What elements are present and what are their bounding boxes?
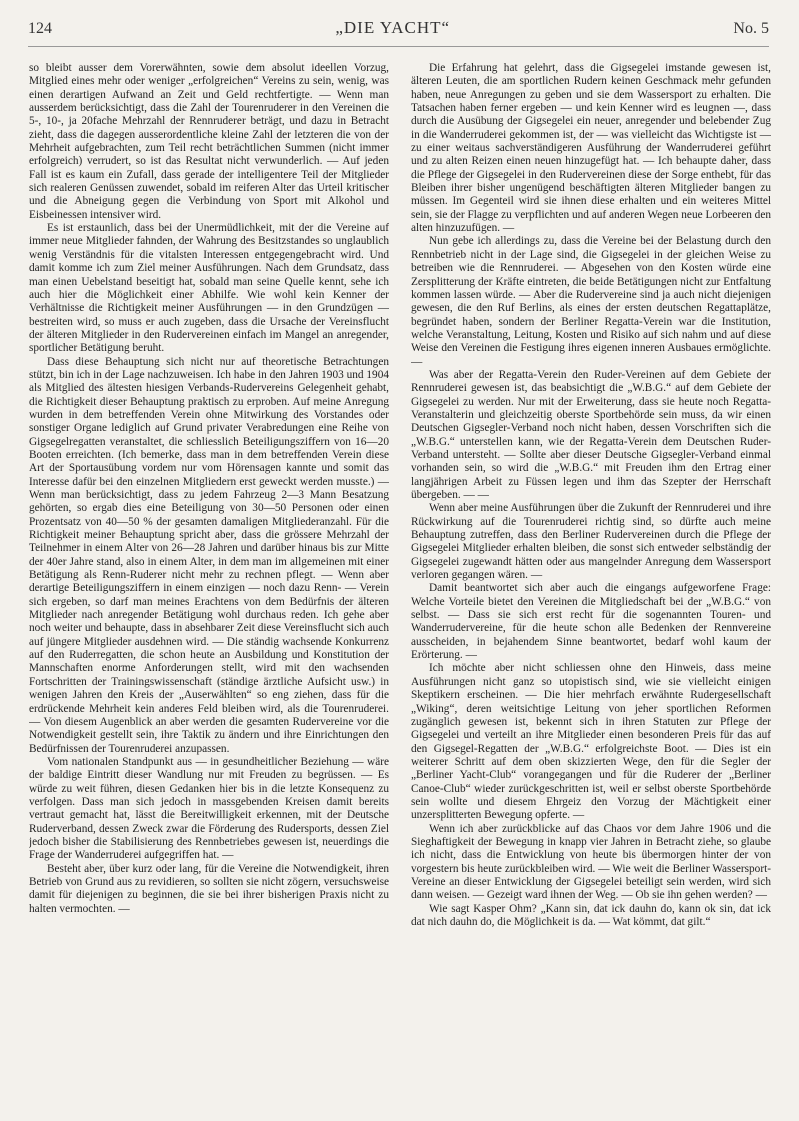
paragraph: Besteht aber, über kurz oder lang, für die Vereine die Notwendigkeit, ihren Betrieb von Grund aus zu revidieren, so sollten sie nicht zögern, versuchsweise damit für diejenigen zu beginnen, die sie bei ihrer bisherigen Praxis nicht zu halten vermochten. — (29, 862, 389, 915)
journal-title: „DIE YACHT“ (335, 18, 451, 37)
paragraph: Dass diese Behauptung sich nicht nur auf theoretische Betrachtungen stützt, bin ich in der Lage nachzuweisen. Ich habe in den Jahren 1903 und 1904 als Mitglied des ältesten hiesigen Verbands-Rudervereins Gelegenheit gehabt, die Richtigkeit dieser Behauptung praktisch zu erproben. Auf meine Anregung wurden in dem betreffenden Verein ohne Mitwirkung des Vorstandes oder sonstiger Organe lediglich auf Grund privater Verabredungen eine Reihe von Gigsegelregatten veranstaltet, die schliesslich Beteiligungsziffern von 16—20 Booten erreichten. (Ich bemerke, dass man in dem betreffenden Verein diese Art der Sportausübung vordem nur vom Hörensagen kannte und somit das Interesse dafür bei den einzelnen Mitgliedern erst geweckt werden musste.) — Wenn man berücksichtigt, dass zu jedem Fahrzeug 2—3 Mann Besatzung gehörten, so ergab dies eine Beteiligung von 30—50 Personen oder einen Prozentsatz von 40—50 % der gesamten damaligen Mitgliederanzahl. Für die Richtigkeit meiner Behauptung spricht aber, dass die grössere Mehrzahl der Teilnehmer in einem Alter von 26—28 Jahren und darüber hinaus bis zur Mitte der 40er Jahre stand, also in einem Alter, in dem man im allgemeinen mit einer Betätigung als Renn-Ruderer nicht mehr zu rechnen pflegt. — Wenn aber derartige Beteiligungsziffern in einem einzigen — noch dazu Renn- — Verein sich ergeben, so darf man meines Erachtens von dem Bedürfnis der älteren Mitglieder nach anregender Betätigung wohl durchaus reden. Ich gehe aber noch weiter und behaupte, dass in absehbarer Zeit diese Vereinsflucht sich auch auf jüngere Mitglieder ausdehnen wird. — Die ständig wachsende Konkurrenz auf den Ruderregatten, die schon heute an Ausbildung und Konstitution der Mannschaften enorme Anforderungen stellt, wird mit den wachsenden Fortschritten der Trainingswissenschaft (ständige ärztliche Aufsicht usw.) in wenigen Jahren den Kreis der „Auserwählten“ so eng ziehen, dass für die erdrückende Mehrheit kein anderes Feld bleiben wird, als die Tourenruderei. — Von diesem Augenblick an aber werden die gesamten Rudervereine vor die Notwendigkeit gestellt sein, ihre Taktik zu ändern und ihre Einrichtungen den Bedürfnissen der Tourenruderei anzupassen. (29, 355, 389, 755)
paragraph: Wenn aber meine Ausführungen über die Zukunft der Rennruderei und ihre Rückwirkung auf die Tourenruderei richtig sind, so dürfte auch meine Behauptung zutreffen, dass den Berliner Rudervereinen durch die Pflege der Gigsegelei Mitglieder erhalten bleiben, die sonst sich entweder selbständig der Gigsegelei zugewandt hätten oder aus mangelnder Anregung dem Wassersport verloren gegangen wären. — (411, 502, 771, 582)
paragraph: Ich möchte aber nicht schliessen ohne den Hinweis, dass meine Ausführungen nicht ganz so utopistisch sind, wie sie vielleicht einigen Skeptikern erscheinen. — Die hier mehrfach erwähnte Rudergesellschaft „Wiking“, deren weitsichtige Leitung von jeher sportlichen Reformen zugänglich gewesen ist, bekennt sich in ihren Statuten zur Pflege der Gigsegelei und verteilt an ihre Mitglieder einen besonderen Preis für das auf den Gigsegel-Regatten der „W.B.G.“ erfolgreichste Boot. — Dies ist ein weiterer Schritt auf dem oben skizzierten Wege, den für die Segler der „Berliner Yacht-Club“ vorangegangen und für die Ruderer der „Berliner Canoe-Club“ wieder zurückgeschritten ist, weil er selbst oberste Sportbehörde sein wollte und diesem Ehrgeiz den Vorzug der Mächtigkeit einer unzersplitterten Bewegung opferte. — (411, 662, 771, 822)
left-column (29, 62, 389, 1102)
page-number: 124 (28, 20, 52, 37)
paragraph: Wenn ich aber zurückblicke auf das Chaos vor dem Jahre 1906 und die Sieghaftigkeit der Bewegung in knapp vier Jahren in Betracht ziehe, so glaube ich nicht, dass die Entwicklung von heute bis übermorgen hinter der von vorgestern bis heute zurückbleiben wird. — Wie weit die Berliner Wassersport-Vereine an dieser Entwicklung der Gigsegelei beteiligt sein werden, wird sich dann weisen. — Gezeigt ward ihnen der Weg. — Ob sie ihn gehen werden? — (411, 822, 771, 902)
header-rule (28, 46, 769, 47)
right-column (411, 62, 771, 1102)
paragraph: Die Erfahrung hat gelehrt, dass die Gigsegelei imstande gewesen ist, älteren Leuten, die am sportlichen Rudern keinen Geschmack mehr gefunden haben, neue Anregungen zu geben und sie dem Wassersport zu erhalten. Die Tatsachen haben ferner ergeben — und kein Kenner wird es leugnen —, dass durch die Ausübung der Gigsegelei ein neuer, anregender und belebender Zug in die Wanderruderei gekommen ist, der — was vielleicht das Wichtigste ist — zu einer weitaus sachverständigeren Ausführung der Wanderruderei geführt und zu alten Reizen einen neuen hinzugefügt hat. — Ich behaupte daher, dass die Pflege der Gigsegelei in den Rudervereinen diese der Sorge enthebt, für das Bleiben ihrer bisher ungenügend beschäftigten älteren Mitglieder bangen zu müssen. Im Gegenteil wird sie ihnen diese erhalten und ein weiteres Mittel sein, sie der Flagge zu verpflichten und auf anderen Wegen neue Lorbeeren den alten hinzuzufügen. — (411, 62, 771, 235)
page-header (28, 18, 769, 42)
paragraph: Es ist erstaunlich, dass bei der Unermüdlichkeit, mit der die Vereine auf immer neue Mitglieder fahnden, der Wahrung des Besitzstandes so unglaublich wenig Verständnis für die vitalsten Interessen entgegengebracht wird. Und damit komme ich zum Ziel meiner Ausführungen. Nach dem Grundsatz, dass man einen Uebelstand beseitigt hat, sobald man seine Quelle kennt, sehe ich auch hier die Möglichkeit einer Abhilfe. Wie wohl kein Kenner der Verhältnisse die Richtigkeit meiner Ausführungen — in den Grundzügen — bestreiten wird, so muss er auch zugeben, dass die Ursache der Vereinsflucht der älteren Mitglieder in den Rudervereinen einfach im Mangel an anregender, sportlicher Betätigung beruht. (29, 222, 389, 355)
paragraph: Vom nationalen Standpunkt aus — in gesundheitlicher Beziehung — wäre der baldige Eintritt dieser Wandlung nur mit Freuden zu begrüssen. — Es würde zu weit führen, diesen Gedanken hier bis in die letzte Konsequenz zu verfolgen. Dass man sich jedoch in massgebenden Kreisen damit bereits vertraut gemacht hat, lässt die Bereitwilligkeit erkennen, mit der Deutsche Ruderverband, dessen Zweck zwar die Förderung des Rudersports, dessen Ziel jedoch bisher die Stabilisierung des Rennbetriebes gewesen ist, neuerdings die Frage der Wanderruderei aufgegriffen hat. — (29, 755, 389, 862)
paragraph: Damit beantwortet sich aber auch die eingangs aufgeworfene Frage: Welche Vorteile bietet den Vereinen die Mitgliedschaft bei der „W.B.G.“ von selbst. — Dass sie sich erst recht für die sogenannten Touren- und Wanderrudervereine, für die heute schon alle Bedenken der Rennvereine ausscheiden, in bejahendem Sinne beantwortet, bedarf wohl kaum der Erörterung. — (411, 582, 771, 662)
paragraph: Wie sagt Kasper Ohm? „Kann sin, dat ick dauhn do, kann ok sin, dat ick dat nich dauhn do, die Möglichkeit is da. — Wat kömmt, dat gilt.“ (411, 902, 771, 928)
paragraph: so bleibt ausser dem Vorerwähnten, sowie dem absolut ideellen Vorzug, Mitglied eines mehr oder weniger „erfolgreichen“ Vereins zu sein, wenig, was einen derartigen Aufwand an Zeit und Geld rechtfertigte. — Wenn man ausserdem berücksichtigt, dass die Zahl der Tourenruderer in den Vereinen die 5-, 10-, ja 20fache Mehrzahl der Rennruderer beträgt, und dazu in Betracht zieht, dass die dagegen ausserordentliche kleine Zahl der letzteren die von der Mehrheit aufgebrachten, zum Teil recht beträchtlichen Summen (nicht immer erfolgreich) verrudert, so ist das Resultat nicht verwunderlich. — Auf jeden Fall ist es kaum ein Zufall, dass gerade der intelligentere Teil der Mitglieder sich realeren Genüssen zuwendet, sobald im reiferen Alter das Urteil kritischer und die Abneigung gegen die Verbindung von Sport mit Alkohol und Eisbeinessen intensiver wird. (29, 62, 389, 221)
paragraph: Was aber der Regatta-Verein den Ruder-Vereinen auf dem Gebiete der Rennruderei gewesen ist, das beabsichtigt die „W.B.G.“ auf dem Gebiete der Gigsegelei zu werden. Nur mit der Erweiterung, dass sie heute noch Regatta-Veranstalterin und gleichzeitig oberste Sportbehörde sein muss, da wir einen Deutschen Gigsegler-Verband noch nicht haben, dessen Vorschriften sich die „W.B.G.“ unterstellen kann, wie der Regatta-Verein dem Deutschen Ruder-Verband untersteht. — Sollte aber dieser Deutsche Gigsegler-Verband einmal vorhanden sein, so wird die „W.B.G.“ mit Freuden ihm den Ertrag einer langjährigen Arbeit zu Füssen legen und ihm das Szepter der Herrschaft übergeben. — — (411, 368, 771, 501)
issue-number: No. 5 (733, 20, 769, 37)
paragraph: Nun gebe ich allerdings zu, dass die Vereine bei der Belastung durch den Rennbetrieb nicht in der Lage sind, die Gigsegelei in der gleichen Weise zu betreiben wie die Rennruderei. — Abgesehen von den Kosten würde eine Zersplitterung der Kräfte eintreten, die beide Betätigungen nicht zur Entfaltung kommen lassen würde. — Aber die Rudervereine sind ja auch nicht diejenigen gewesen, die den Ruf Berlins, als eines der ersten deutschen Regattaplätze, begründet haben, sondern der Berliner Regatta-Verein war die Institution, welche Veranstaltung, Leitung, Kosten und Risiko auf sich nahm und auf diese Weise den Vereinen die Festigung ihres eigenen inneren Ausbaues ermöglichte. — (411, 235, 771, 368)
